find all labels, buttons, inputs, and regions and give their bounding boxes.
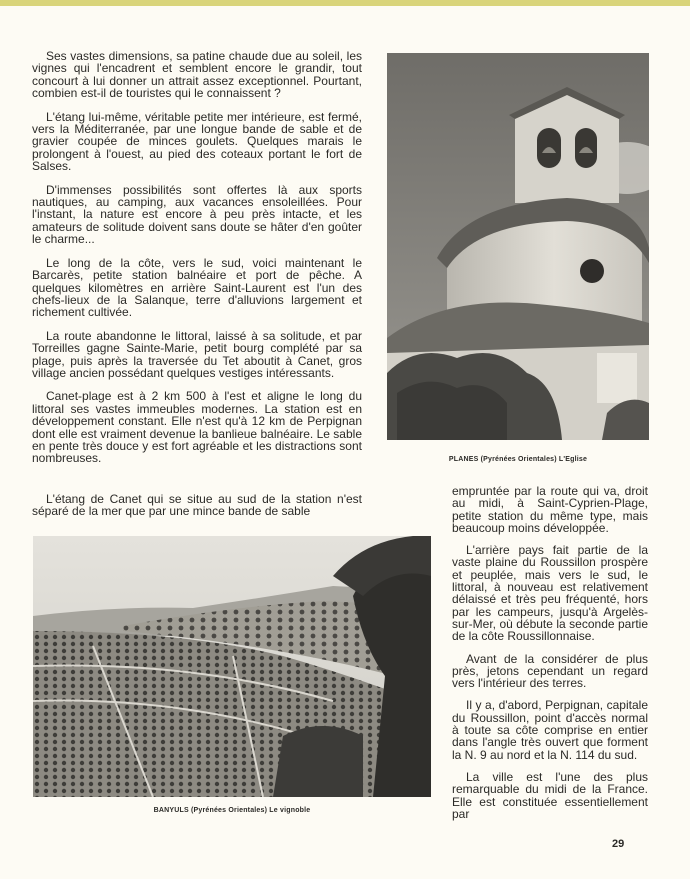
vineyard-photo [33, 536, 431, 797]
page-number: 29 [612, 838, 625, 850]
paragraph: Canet-plage est à 2 km 500 à l'est et aligne le long du littoral ses vastes immeubles modernes. La station est en développement constant. Elle n'est qu'à 12 km de Perpignan dont elle est vraiment devenue la banlieue balnéaire. Le sable en pente très douce y est fort agréable et les distractions sont nombreuses. [32, 389, 362, 466]
paragraph: La route abandonne le littoral, laissé à sa solitude, et par Torreilles gagne Sainte-Marie, petit bourg complété par sa plage, puis après la traversée du Tet aboutit à Canet, gros village ancien possédant quelques vestiges intéressants. [32, 328, 362, 380]
left-text-column [32, 50, 362, 476]
top-color-strip [0, 0, 690, 6]
church-photo [387, 53, 649, 440]
paragraph: empruntée par la route qui va, droit au midi, à Saint-Cyprien-Plage, petite station du même type, mais beaucoup moins développée. [452, 484, 648, 535]
left-bottom-text [32, 493, 362, 518]
vineyard-photo-caption: BANYULS (Pyrénées Orientales) Le vignoble [153, 807, 311, 814]
paragraph: Avant de la considérer de plus près, jetons cependant un regard vers l'intérieur des terres. [452, 651, 648, 691]
paragraph: Ses vastes dimensions, sa patine chaude due au soleil, les vignes qui l'encadrent et semblent encore le grandir, tout concourt à lui donner un attrait assez exceptionnel. Pourtant, combien est-il de touristes qui le connaissent ? [32, 49, 362, 101]
right-text-column [452, 485, 648, 830]
church-photo-caption: PLANES (Pyrénées Orientales) L'Eglise [448, 456, 588, 463]
paragraph: Le long de la côte, vers le sud, voici maintenant le Barcarès, petite station balnéaire et port de pêche. A quelques kilomètres en arrière Saint-Laurent est l'un des chefs-lieux de la Salanque, terre d'alluvions largement et richement cultivée. [32, 255, 362, 320]
paragraph: D'immenses possibilités sont offertes là aux sports nautiques, au camping, aux vacances ensoleillées. Pour l'instant, la nature est encore à peu près intacte, et les amateurs de solitude doivent sans doute se hâter d'en goûter le charme... [32, 182, 362, 247]
paragraph: L'étang de Canet qui se situe au sud de la station n'est séparé de la mer que par une mince bande de sable [32, 492, 362, 519]
paragraph: L'arrière pays fait partie de la vaste plaine du Roussillon prospère et peuplée, mais vers le sud, le littoral, à nouveau est relativement délaissé et très peu fréquenté, hors par les campeurs, jusqu'à Argelès-sur-Mer, où débute la seconde partie de la côte Roussillonnaise. [452, 543, 648, 644]
paragraph: Il y a, d'abord, Perpignan, capitale du Roussillon, point d'accès normal à toute sa côte comprise en entier dans l'angle très ouvert que forment la N. 9 au nord et la N. 114 du sud. [452, 698, 648, 762]
paragraph: L'étang lui-même, véritable petite mer intérieure, est fermé, vers la Méditerranée, par une longue bande de sable et de gravier coupée de minces goulets. Quelques marais le prolongent à l'ouest, au pied des coteaux portant le fort de Salses. [32, 109, 362, 174]
paragraph: La ville est l'une des plus remarquable du midi de la France. Elle est constituée essentiellement par [452, 769, 648, 821]
